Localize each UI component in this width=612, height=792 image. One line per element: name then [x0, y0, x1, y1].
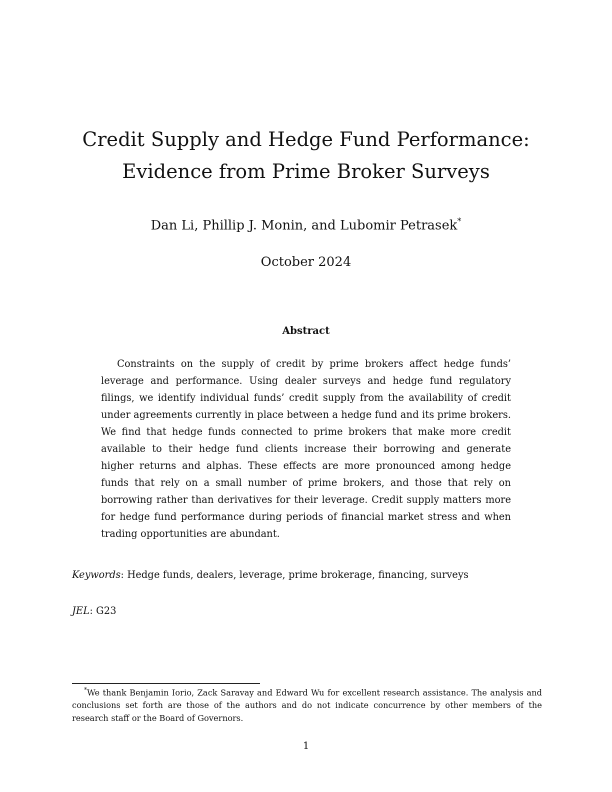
- abstract-heading: Abstract: [282, 326, 330, 337]
- keywords-line: [72, 569, 542, 583]
- keywords-value: : Hedge funds, dealers, leverage, prime brokerage, financing, surveys: [120, 570, 469, 581]
- footnote-text: We thank Benjamin Iorio, Zack Saravay and Edward Wu for excellent research assistance. The analysis and conclusions set forth are those of the authors and do not indicate concurrence by other members of the research staff or the Board of Governors.: [72, 687, 542, 723]
- jel-line: [72, 605, 542, 619]
- keywords-label: Keywords: [72, 570, 121, 581]
- publication-date: October 2024: [260, 255, 352, 270]
- author-footnote-marker: *: [457, 217, 462, 226]
- footnote-divider: [72, 683, 260, 684]
- abstract-text: Constraints on the supply of credit by prime brokers affect hedge funds’ leverage and performance. Using dealer surveys and hedge fund regulatory filings, we identify individual funds’ credit supply from the availability of credit under agreements currently in place between a hedge fund and its prime brokers. We find that hedge funds connected to prime brokers that make more credit available to their hedge fund clients increase their borrowing and generate higher returns and alphas. These effects are more pronounced among hedge funds that rely on a small number of prime brokers, and those that rely on borrowing rather than derivatives for their leverage. Credit supply matters more for hedge fund performance during periods of financial market stress and when trading opportunities are abundant.: [101, 359, 511, 540]
- jel-label: JEL: [72, 606, 90, 617]
- paper-title: Credit Supply and Hedge Fund Performance: Evidence from Prime Broker Surveys: [82, 128, 530, 183]
- footnote-marker: *: [84, 687, 87, 694]
- author-names: Dan Li, Phillip J. Monin, and Lubomir Petrasek: [150, 218, 458, 234]
- jel-value: : G23: [89, 606, 117, 617]
- footnote: [72, 685, 542, 724]
- author-list: [60, 213, 552, 235]
- page-number: 1: [302, 741, 310, 752]
